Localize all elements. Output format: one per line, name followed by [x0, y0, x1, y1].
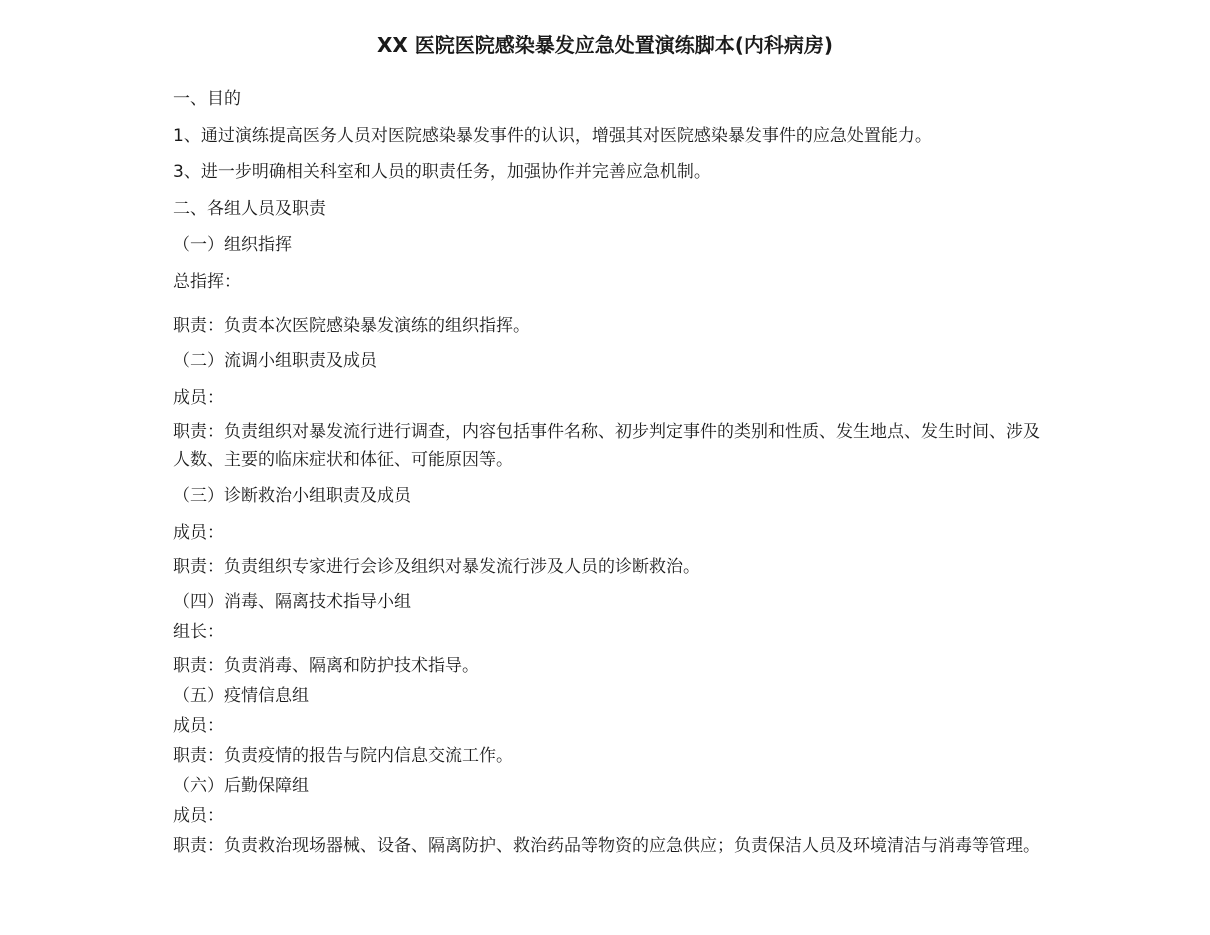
document-title: XX 医院医院感染暴发应急处置演练脚本(内科病房) [376, 33, 834, 57]
treatment-members-label: 成员： [173, 523, 224, 543]
disinfection-leader-label: 组长： [173, 622, 224, 642]
subsection-heading-logistics: （六）后勤保障组 [173, 776, 309, 796]
section-heading-staff: 二、各组人员及职责 [173, 199, 326, 219]
command-duty: 职责：负责本次医院感染暴发演练的组织指挥。 [173, 316, 530, 336]
logistics-duty: 职责：负责救治现场器械、设备、隔离防护、救治药品等物资的应急供应；负责保洁人员及环境清洁与消毒等管理。 [173, 836, 1040, 856]
purpose-item-1: 1、通过演练提高医务人员对医院感染暴发事件的认识，增强其对医院感染暴发事件的应急处置能力。 [173, 126, 932, 146]
purpose-item-3: 3、进一步明确相关科室和人员的职责任务，加强协作并完善应急机制。 [173, 162, 711, 182]
subsection-heading-treatment: （三）诊断救治小组职责及成员 [173, 486, 411, 506]
treatment-duty: 职责：负责组织专家进行会诊及组织对暴发流行涉及人员的诊断救治。 [173, 557, 700, 577]
section-heading-purpose: 一、目的 [173, 89, 241, 109]
logistics-members-label: 成员： [173, 806, 224, 826]
investigation-members-label: 成员： [173, 388, 224, 408]
subsection-heading-epidemic-info: （五）疫情信息组 [173, 686, 309, 706]
subsection-heading-disinfection: （四）消毒、隔离技术指导小组 [173, 592, 411, 612]
disinfection-duty: 职责：负责消毒、隔离和防护技术指导。 [173, 656, 479, 676]
epidemic-info-members-label: 成员： [173, 716, 224, 736]
commander-label: 总指挥： [173, 272, 241, 292]
subsection-heading-command: （一）组织指挥 [173, 235, 292, 255]
epidemic-info-duty: 职责：负责疫情的报告与院内信息交流工作。 [173, 746, 513, 766]
subsection-heading-investigation: （二）流调小组职责及成员 [173, 351, 377, 371]
investigation-duty: 职责：负责组织对暴发流行进行调查，内容包括事件名称、初步判定事件的类别和性质、发生地点、发生时间、涉及人数、主要的临床症状和体征、可能原因等。 [173, 422, 1040, 470]
